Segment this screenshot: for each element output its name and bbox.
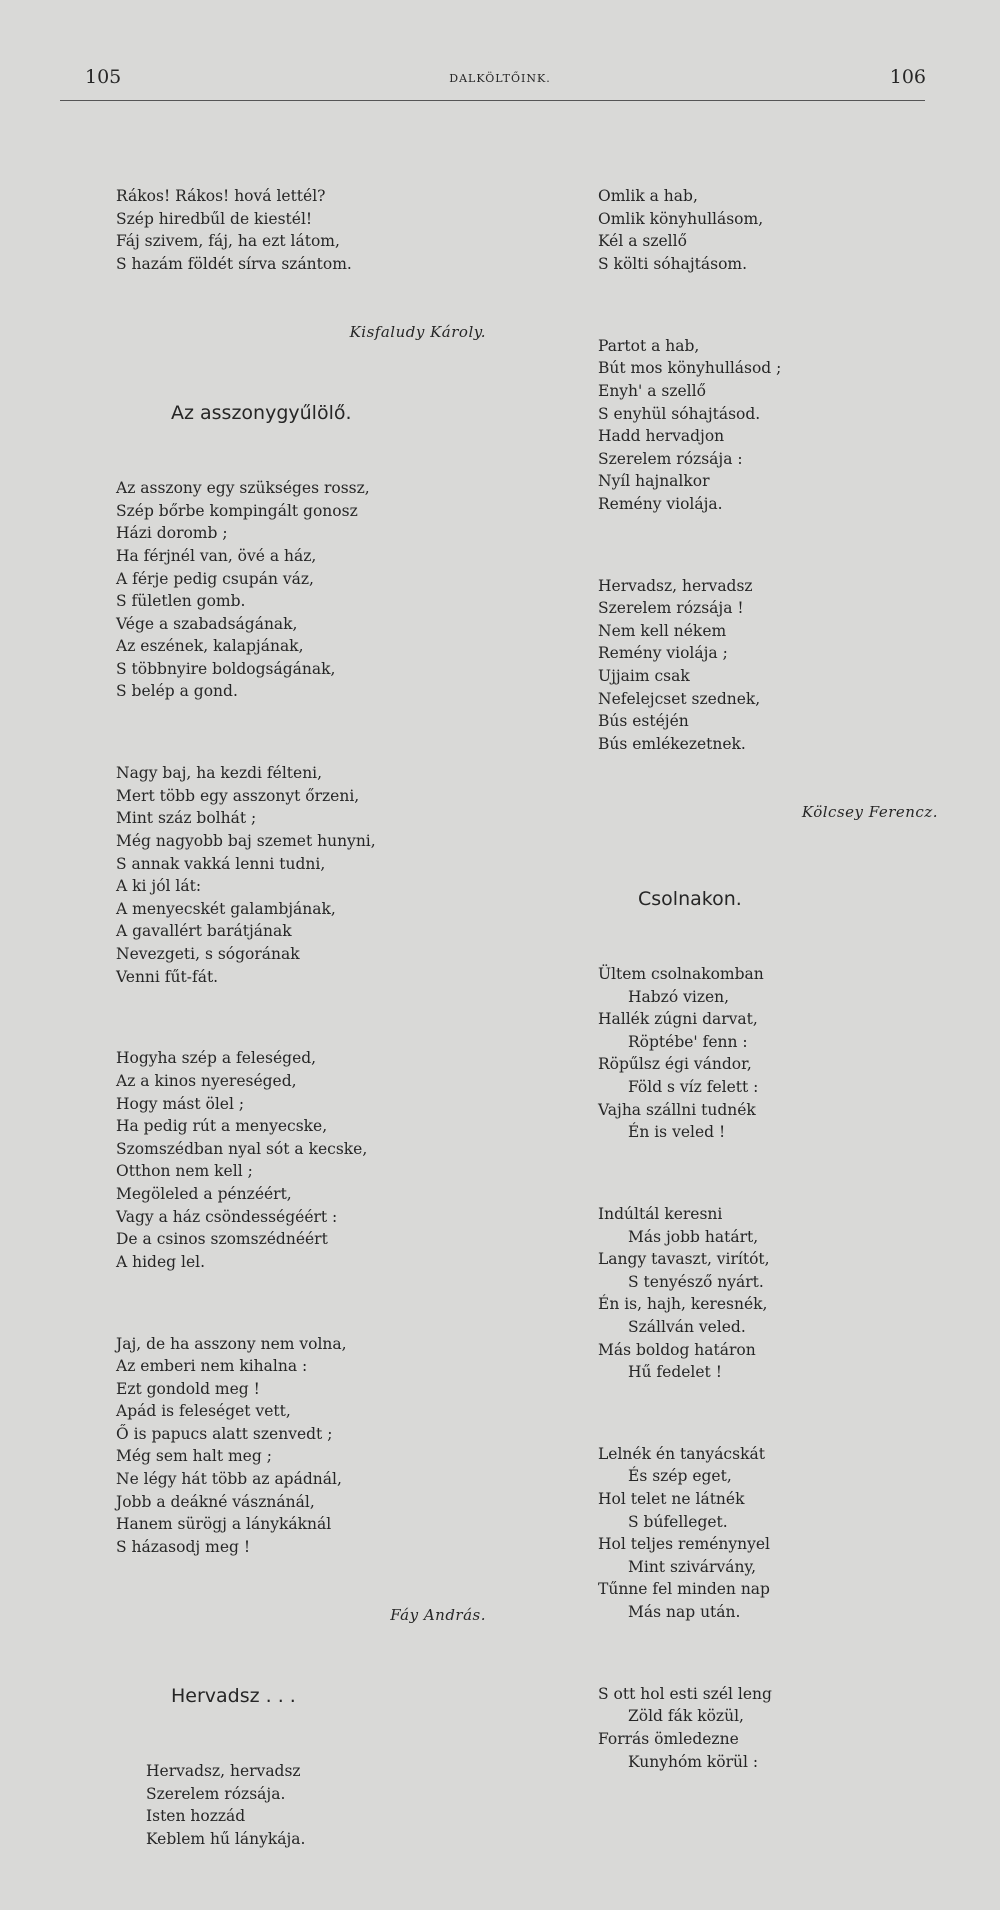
verse-line: Szállván veled. bbox=[628, 1317, 746, 1336]
verse-line: Nefelejcset szednek, bbox=[598, 689, 761, 708]
verse-line: Enyh' a szellő bbox=[598, 381, 706, 400]
verse-line: Szép bőrbe kompingált gonosz bbox=[116, 501, 358, 520]
verse-line: Mert több egy asszonyt őrzeni, bbox=[116, 786, 360, 805]
verse-line: Omlik könyhullásom, bbox=[598, 209, 764, 228]
verse-line: Ha pedig rút a menyecske, bbox=[116, 1117, 328, 1136]
poem-title-csolnakon: Csolnakon. bbox=[638, 887, 742, 910]
verse-line: Habzó vizen, bbox=[628, 987, 730, 1006]
page-number-left: 105 bbox=[85, 66, 122, 88]
verse-line: A hideg lel. bbox=[116, 1252, 206, 1271]
verse-line: Ujjaim csak bbox=[598, 667, 690, 686]
verse-line: S tenyésző nyárt. bbox=[628, 1272, 764, 1291]
stanza bbox=[116, 477, 486, 703]
stanza bbox=[598, 185, 938, 275]
poem-title-asszonygyulolo: Az asszonygyűlölő. bbox=[171, 401, 352, 424]
verse-line: Hol teljes reménynyel bbox=[598, 1535, 771, 1554]
verse-line: Bút mos könyhullásod ; bbox=[598, 359, 782, 378]
verse-line: Hol telet ne látnék bbox=[598, 1490, 745, 1509]
stanza bbox=[116, 762, 486, 988]
verse-line: Remény violája ; bbox=[598, 644, 728, 663]
verse-line: Venni fűt-fát. bbox=[116, 967, 219, 986]
verse-line: Nyíl hajnalkor bbox=[598, 472, 710, 491]
author-fay: Fáy András. bbox=[390, 1605, 486, 1624]
verse-line: Szerelem rózsája ! bbox=[598, 599, 744, 618]
verse-line: Az asszony egy szükséges rossz, bbox=[116, 479, 370, 498]
verse-line: Röptébe' fenn : bbox=[628, 1032, 748, 1051]
verse-line: A menyecskét galambjának, bbox=[116, 899, 336, 918]
verse-line: Más jobb határt, bbox=[628, 1227, 759, 1246]
stanza bbox=[116, 1047, 486, 1273]
verse-line: Más nap után. bbox=[628, 1603, 741, 1622]
author-kisfaludy: Kisfaludy Károly. bbox=[349, 322, 486, 341]
verse-line: Bús estéjén bbox=[598, 712, 689, 731]
verse-line: Hogy mást ölel ; bbox=[116, 1094, 245, 1113]
verse-line: Lelnék én tanyácskát bbox=[598, 1444, 765, 1463]
verse-line: Hogyha szép a feleséged, bbox=[116, 1049, 317, 1068]
verse-line: Szép hiredbűl de kiestél! bbox=[116, 209, 313, 228]
verse-line: Én is veled ! bbox=[628, 1123, 726, 1142]
verse-line: Még nagyobb baj szemet hunyni, bbox=[116, 832, 376, 851]
verse-line: Én is, hajh, keresnék, bbox=[598, 1295, 768, 1314]
verse-line: Hanem sürögj a lánykáknál bbox=[116, 1515, 332, 1534]
header-rule bbox=[60, 100, 925, 101]
verse-line: Szerelem rózsája : bbox=[598, 449, 743, 468]
verse-line: Ültem csolnakomban bbox=[598, 965, 764, 983]
right-column bbox=[598, 140, 938, 1832]
verse-line: Omlik a hab, bbox=[598, 187, 698, 206]
stanza bbox=[598, 963, 938, 1144]
page-number-right: 106 bbox=[889, 66, 926, 88]
verse-line: Vagy a ház csöndességéért : bbox=[116, 1207, 338, 1226]
verse-line: Vajha szállni tudnék bbox=[598, 1100, 756, 1119]
verse-line: S ott hol esti szél leng bbox=[598, 1684, 772, 1703]
verse-line: Apád is feleséget vett, bbox=[116, 1402, 291, 1421]
poem-fragment-rakos bbox=[116, 185, 486, 275]
verse-line: Indúltál keresni bbox=[598, 1204, 723, 1223]
stanza bbox=[598, 1203, 938, 1384]
verse-line: A gavallért barátjának bbox=[116, 922, 292, 941]
verse-line: Szomszédban nyal sót a kecske, bbox=[116, 1139, 368, 1158]
verse-line: Isten hozzád bbox=[146, 1807, 246, 1826]
verse-line: Házi doromb ; bbox=[116, 524, 228, 543]
verse-line: Jobb a deákné vásznánál, bbox=[116, 1492, 315, 1511]
stanza bbox=[116, 1760, 486, 1850]
verse-line: S búfelleget. bbox=[628, 1512, 728, 1531]
verse-line: Mint száz bolhát ; bbox=[116, 809, 257, 828]
verse-line: Röpűlsz égi vándor, bbox=[598, 1055, 752, 1074]
verse-line: Föld s víz felett : bbox=[628, 1077, 759, 1096]
verse-line: Nevezgeti, s sógorának bbox=[116, 945, 300, 963]
verse-line: Az emberi nem kihalna : bbox=[116, 1357, 308, 1376]
verse-line: Ne légy hát több az apádnál, bbox=[116, 1470, 342, 1489]
verse-line: Rákos! Rákos! hová lettél? bbox=[116, 187, 326, 206]
verse-line: Remény violája. bbox=[598, 494, 723, 513]
verse-line: S fületlen gomb. bbox=[116, 592, 246, 611]
verse-line: S belép a gond. bbox=[116, 682, 238, 701]
stanza bbox=[598, 1443, 938, 1624]
verse-line: Hallék zúgni darvat, bbox=[598, 1010, 758, 1029]
verse-line: Mint szivárvány, bbox=[628, 1557, 757, 1576]
verse-line: Vége a szabadságának, bbox=[116, 614, 298, 633]
verse-line: S többnyire boldogságának, bbox=[116, 659, 336, 678]
verse-line: Nagy baj, ha kezdi félteni, bbox=[116, 764, 323, 783]
verse-line: Keblem hű lánykája. bbox=[146, 1829, 306, 1848]
verse-line: A férje pedig csupán váz, bbox=[116, 569, 314, 588]
verse-line: S költi sóhajtásom. bbox=[598, 254, 748, 273]
verse-line: Bús emlékezetnek. bbox=[598, 734, 746, 753]
verse-line: Még sem halt meg ; bbox=[116, 1447, 272, 1466]
verse-line: Ő is papucs alatt szenvedt ; bbox=[116, 1424, 333, 1443]
verse-line: Partot a hab, bbox=[598, 336, 700, 355]
verse-line: Hű fedelet ! bbox=[628, 1363, 722, 1382]
verse-line: Otthon nem kell ; bbox=[116, 1162, 253, 1181]
verse-line: S hazám földét sírva szántom. bbox=[116, 254, 352, 273]
verse-line: Fáj szivem, fáj, ha ezt látom, bbox=[116, 232, 340, 251]
verse-line: Tűnne fel minden nap bbox=[598, 1580, 770, 1599]
verse-line: Ha férjnél van, övé a ház, bbox=[116, 546, 317, 565]
verse-line: Jaj, de ha asszony nem volna, bbox=[116, 1334, 347, 1353]
verse-line: Langy tavaszt, virítót, bbox=[598, 1250, 770, 1269]
verse-line: Forrás ömledezne bbox=[598, 1730, 739, 1748]
verse-line: Zöld fák közül, bbox=[628, 1707, 744, 1726]
stanza bbox=[598, 335, 938, 516]
verse-line: Hervadsz, hervadsz bbox=[598, 576, 753, 595]
verse-line: Nem kell nékem bbox=[598, 621, 727, 640]
verse-line: Kél a szellő bbox=[598, 232, 687, 251]
verse-line: S házasodj meg ! bbox=[116, 1537, 251, 1556]
verse-line: Hervadsz, hervadsz bbox=[146, 1762, 301, 1780]
verse-line: Más boldog határon bbox=[598, 1340, 756, 1359]
stanza bbox=[598, 1683, 938, 1773]
stanza bbox=[116, 1333, 486, 1559]
verse-line: A ki jól lát: bbox=[116, 877, 202, 896]
verse-line: És szép eget, bbox=[628, 1467, 732, 1486]
verse-line: Szerelem rózsája. bbox=[146, 1784, 286, 1803]
verse-line: Megöleled a pénzéért, bbox=[116, 1184, 292, 1203]
verse-line: Hadd hervadjon bbox=[598, 427, 725, 446]
verse-line: Az a kinos nyereséged, bbox=[116, 1071, 297, 1090]
running-title: DALKÖLTŐINK. bbox=[449, 72, 551, 85]
verse-line: Az eszének, kalapjának, bbox=[116, 637, 304, 656]
verse-line: Ezt gondold meg ! bbox=[116, 1379, 260, 1398]
verse-line: Kunyhóm körül : bbox=[628, 1752, 759, 1771]
stanza bbox=[598, 575, 938, 756]
poem-title-hervadsz: Hervadsz . . . bbox=[171, 1684, 296, 1707]
author-kolcsey: Kölcsey Ferencz. bbox=[801, 802, 938, 821]
verse-line: S annak vakká lenni tudni, bbox=[116, 854, 326, 873]
left-column bbox=[116, 140, 486, 1910]
running-header bbox=[60, 62, 940, 102]
verse-line: De a csinos szomszédnéért bbox=[116, 1230, 328, 1249]
verse-line: S enyhül sóhajtásod. bbox=[598, 404, 761, 423]
